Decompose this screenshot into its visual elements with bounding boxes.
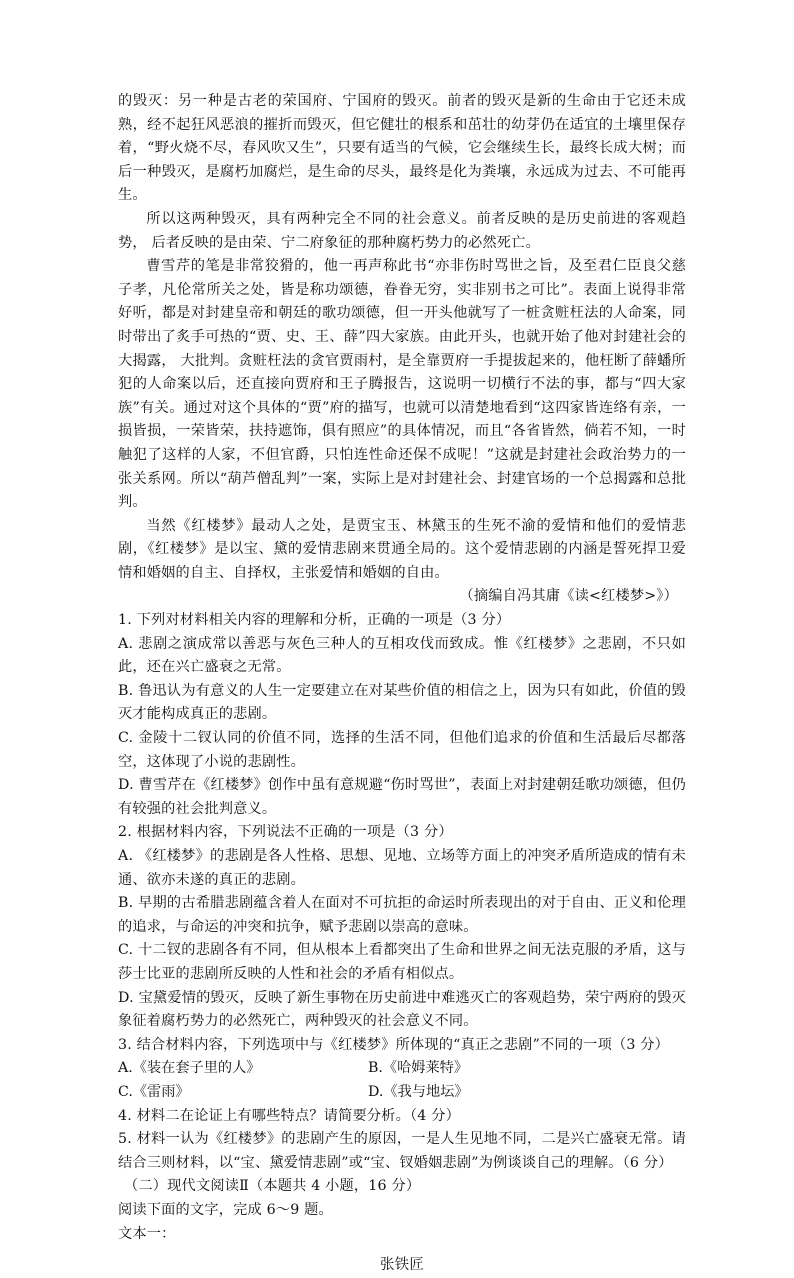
question-3-stem: 3. 结合材料内容，下列选项中与《红楼梦》所体现的“真正之悲剧”不同的一项（3 分） [118,1036,670,1053]
passage-paragraph-2: 所以这两种毁灭，具有两种完全不同的社会意义。前者反映的是历史前进的客观趋势， 后者反映的是由荣、宁二府象征的那种腐朽势力的必然死亡。 [118,210,686,251]
story-title: 张铁匠 [379,1257,425,1274]
question-1-option-c: C. 金陵十二钗认同的价值不同，选择的生活不同，但他们追求的价值和生活最后尽都落空，这体现了小说的悲剧性。 [118,730,686,770]
question-3-option-c: C.《雷雨》 [118,1083,190,1100]
question-4: 4. 材料二在论证上有哪些特点？请简要分析。（4 分） [118,1107,461,1124]
source-citation: （摘编自冯其庸《读<红楼梦>》） [459,588,678,605]
question-3-options [118,1057,686,1104]
question-3-option-d: D.《我与地坛》 [368,1083,469,1100]
passage-paragraph-4: 当然《红楼梦》最动人之处，是贾宝玉、林黛玉的生死不渝的爱情和他们的爱情悲剧，《红楼梦》是以宝、黛的爱情悲剧来贯通全局的。这个爱情悲剧的内涵是誓死捍卫爱情和婚姻的自主、自择权，主张爱情和婚姻的自由。 [118,517,686,581]
question-2-option-c: C. 十二钗的悲剧各有不同，但从根本上看都突出了生命和世界之间无法克服的矛盾，这与莎士比亚的悲剧所反映的人性和社会的矛盾有相似点。 [118,942,686,982]
question-3-option-b: B.《哈姆莱特》 [368,1060,469,1077]
text-label: 文本一： [118,1225,176,1242]
question-2-stem: 2. 根据材料内容，下列说法不正确的一项是（3 分） [118,824,453,841]
question-1-stem: 1. 下列对材料相关内容的理解和分析，正确的一项是（3 分） [118,612,511,629]
question-2-option-a: A. 《红楼梦》的悲剧是各人性格、思想、见地、立场等方面上的冲突矛盾所造成的情有未通、欲亦未遂的真正的悲剧。 [118,848,686,888]
passage-paragraph-1: 的毁灭：另一种是古老的荣国府、宁国府的毁灭。前者的毁灭是新的生命由于它还未成熟，经不起狂风恶浪的摧折而毁灭，但它健壮的根系和茁壮的幼芽仍在适宜的土壤里保存着，“野火烧不尽，春风吹又生”，只要有适当的气候，它会继续生长，最终长成大树；而后一种毁灭，是腐朽加腐烂，是生命的尽头，最终是化为粪壤，永远成为过去、不可能再生。 [118,93,686,204]
question-1-option-a: A. 悲剧之演成常以善恶与灰色三种人的互相攻伐而致成。惟《红楼梦》之悲剧，不只如此，还在兴亡盛衰之无常。 [118,635,686,676]
section-heading: （二）现代文阅读Ⅱ（本题共 4 小题，16 分） [124,1178,421,1195]
passage-paragraph-3: 曹雪芹的笔是非常狡猾的，他一再声称此书“亦非伤时骂世之旨，及至君仁臣良父慈子孝，凡伦常所关之处，皆是称功颂德，眷眷无穷，实非别书之可比”。表面上说得非常好听，都是对封建皇帝和朝廷的歌功颂德，但一开头他就写了一桩贪赃枉法的人命案，同时带出了炙手可热的“贾、史、王、薛”四大家族。由此开头，也就开始了他对封建社会的大揭露， 大批判。贪赃枉法的贪官贾雨村，是全靠贾府一手提拔起来的，他枉断了薛蟠所犯的人命案以后，还直接向贾府和王子腾报告，这说明一切横行不法的事，都与“四大家族”有关。通过对这个具体的“贾”府的描写，也就可以清楚地看到“这四家皆连络有亲，一损皆损，一荣皆荣，扶持遮饰，俱有照应”的具体情况，而且“各省皆然，倘若不知，一时触犯了这样的人家，不但官爵，只怕连性命还保不成呢！”这就是封建社会政治势力的一张关系网。所以“葫芦僧乱判”一案，实际上是对封建社会、封建官场的一个总揭露和总批判。 [118,258,686,511]
question-3-option-a: A.《装在套子里的人》 [118,1060,261,1077]
question-1-option-d: D. 曹雪芹在《红楼梦》创作中虽有意规避“伤时骂世”，表面上对封建朝廷歌功颂德，但仍有较强的社会批判意义。 [118,777,686,817]
question-5: 5. 材料一认为《红楼梦》的悲剧产生的原因，一是人生见地不同，二是兴亡盛衰无常。请结合三则材料，以“宝、黛爱情悲剧”或“宝、钗婚姻悲剧”为例谈谈自己的理解。（6 分） [118,1131,686,1171]
question-1-option-b: B. 鲁迅认为有意义的人生一定要建立在对某些价值的相信之上，因为只有如此，价值的毁灭才能构成真正的悲剧。 [118,682,686,723]
section-instruction: 阅读下面的文字，完成 6～9 题。 [118,1201,333,1218]
question-2-option-b: B. 早期的古希腊悲剧蕴含着人在面对不可抗拒的命运时所表现出的对于自由、正义和伦理的追求，与命运的冲突和抗争，赋予悲剧以崇高的意味。 [118,895,686,935]
question-2-option-d: D. 宝黛爱情的毁灭，反映了新生事物在历史前进中难逃灭亡的客观趋势，荣宁两府的毁灭象征着腐朽势力的必然死亡，两种毁灭的社会意义不同。 [118,989,686,1030]
